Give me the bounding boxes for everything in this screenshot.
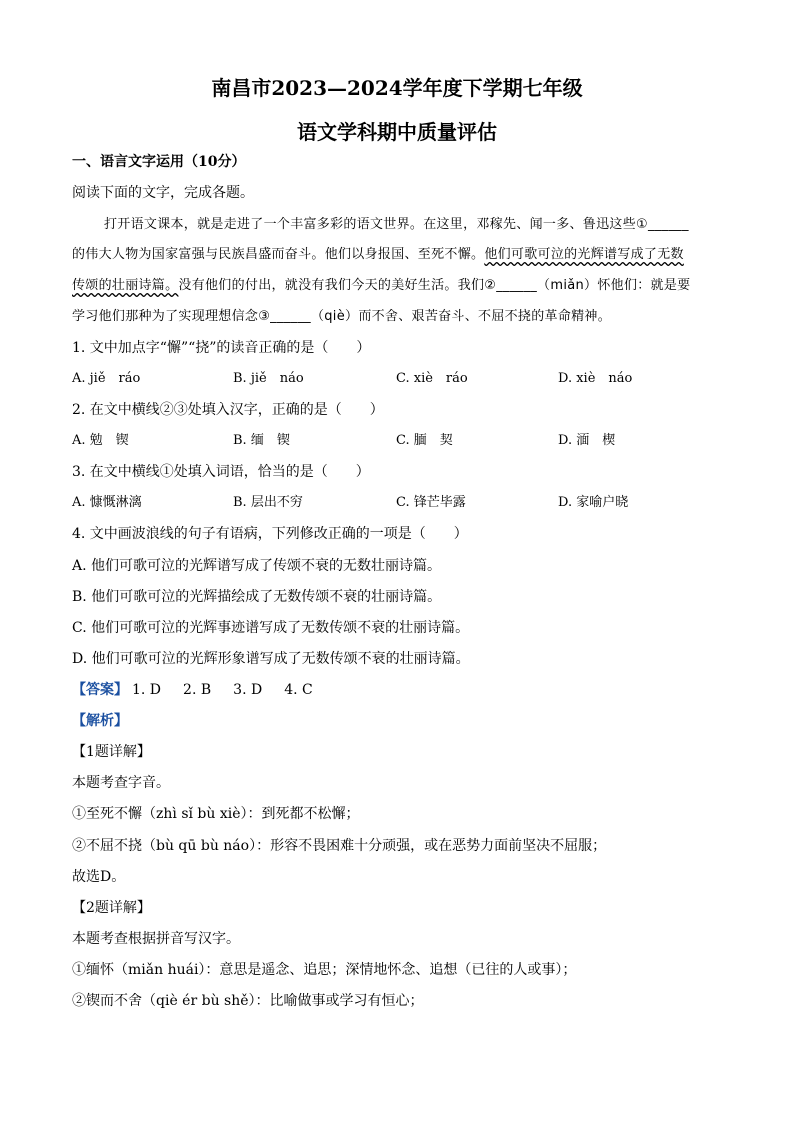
q1-detail-line: ②不屈不挠（bù qū bù náo）：形容不畏困难十分顽强，或在恶势力面前坚决不屈服； [72,838,607,854]
answer-row [72,680,335,700]
q2-detail-line: ②锲而不舍（qiè ér bù shě）：比喻做事或学习有恒心； [72,993,424,1009]
question-4-choice-b: B. 他们可歌可泣的光辉描绘成了无数传颂不衰的壮丽诗篇。 [72,589,442,605]
question-2-stem: 2. 在文中横线②③处填入汉字，正确的是（ ） [72,402,384,418]
option-d: D. xiè náo [558,371,633,386]
question-4-stem: 4. 文中画波浪线的句子有语病，下列修改正确的一项是（ ） [72,526,468,542]
passage-line-4: 学习他们那种为了实现理想信念③______（qiè）而不舍、艰苦奋斗、不屈不挠的革命精神。 [72,309,612,324]
q2-detail-line: ①缅怀（miǎn huái）：意思是遥念、追思；深情地怀念、追想（已往的人或事）； [72,962,577,978]
wavy-underlined-sentence-end: 传颂的壮丽诗篇。 [72,278,179,293]
answer-2: 2. B [183,682,212,698]
passage-line-1: 打开语文课本，就是走进了一个丰富多彩的语文世界。在这里，邓稼先、闻一多、鲁迅这些①______ [104,217,689,232]
page-title-line1: 南昌市2023—2024学年度下学期七年级 [211,76,583,100]
option-d: D. 家喻户晓 [558,495,629,510]
question-4-choice-a: A. 他们可歌可泣的光辉谱写成了传颂不衰的无数壮丽诗篇。 [72,558,442,574]
option-a: A. 慷慨淋漓 [72,495,142,510]
wavy-underlined-sentence: 他们可歌可泣的光辉谱写成了无数 [484,247,684,262]
option-b: B. 缅 锲 [233,433,290,448]
q1-detail-heading: 【1题详解】 [72,744,151,760]
question-2-options [72,431,722,451]
passage-line-3 [72,276,722,296]
option-b: B. 层出不穷 [233,495,303,510]
question-3-options [72,493,722,513]
instruction-text: 阅读下面的文字，完成各题。 [72,185,254,201]
q2-detail-line: 本题考查根据拼音写汉字。 [72,931,240,947]
page-title-line2: 语文学科期中质量评估 [297,120,497,144]
question-4-choice-c: C. 他们可歌可泣的光辉事迹谱写成了无数传颂不衰的壮丽诗篇。 [72,620,470,636]
answer-3: 3. D [233,682,263,698]
option-a: A. 勉 锲 [72,433,129,448]
answer-1: 1. D [132,682,162,698]
option-a: A. jiě ráo [72,371,141,386]
section-heading: 一、语言文字运用（10分） [72,154,246,170]
question-3-stem: 3. 在文中横线①处填入词语，恰当的是（ ） [72,464,370,480]
option-c: C. 腼 契 [396,433,453,448]
passage-line-2 [72,245,722,265]
q1-detail-line: 本题考查字音。 [72,775,170,791]
question-1-options [72,369,722,389]
answer-tag: 【答案】 [72,682,128,698]
q2-detail-heading: 【2题详解】 [72,900,151,916]
passage-text: 的伟大人物为国家富强与民族昌盛而奋斗。他们以身报国、至死不懈。 [72,247,485,262]
question-4-choice-d: D. 他们可歌可泣的光辉形象谱写成了无数传颂不衰的壮丽诗篇。 [72,651,470,667]
option-d: D. 湎 楔 [558,433,616,448]
answer-values [132,682,335,698]
passage-text: 没有他们的付出，就没有我们今天的美好生活。我们②______（miǎn）怀他们：就是要 [178,278,691,293]
analysis-tag: 【解析】 [72,713,128,729]
answer-4: 4. C [284,682,313,698]
option-c: C. 锋芒毕露 [396,495,466,510]
option-c: C. xiè ráo [396,371,468,386]
question-1-stem: 1. 文中加点字“懈”“挠”的读音正确的是（ ） [72,340,371,356]
q1-detail-line: ①至死不懈（zhì sǐ bù xiè）：到死都不松懈； [72,806,360,822]
option-b: B. jiě náo [233,371,304,386]
q1-detail-line: 故选D。 [72,869,126,885]
